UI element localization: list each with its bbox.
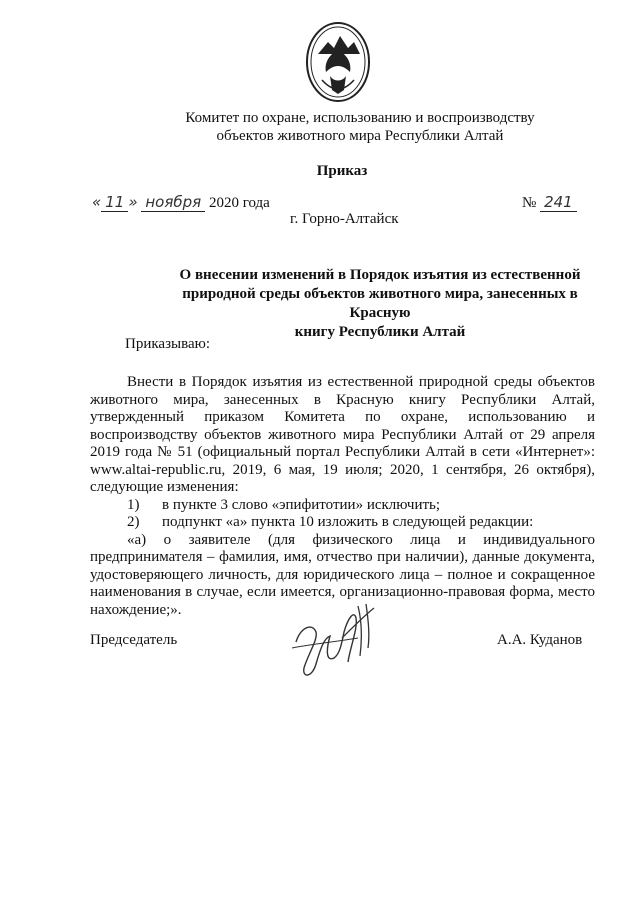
number-value: 241 — [540, 193, 577, 212]
date-month: ноября — [141, 193, 205, 212]
date-day: 11 — [101, 193, 128, 212]
city: г. Горно-Алтайск — [290, 211, 399, 227]
date-close-quote: » — [128, 193, 138, 211]
committee-line-1: Комитет по охране, использованию и воспроизводству — [185, 110, 535, 126]
signatory-title: Председатель — [90, 632, 178, 648]
date-year: 2020 года — [208, 195, 270, 211]
number-label: № — [522, 195, 537, 211]
committee-line-2: объектов животного мира Республики Алтай — [216, 128, 504, 144]
subject-line-3: книгу Республики Алтай — [294, 324, 466, 340]
list-item-number: 1) — [127, 496, 140, 513]
order-number — [522, 193, 577, 212]
order-body — [90, 374, 595, 619]
subject-line-2: природной среды объектов животного мира, занесенных в Красную — [182, 286, 578, 321]
list-item-number: 2) — [127, 514, 140, 530]
coat-of-arms-icon — [304, 20, 372, 104]
document-type: Приказ — [316, 163, 368, 179]
list-item-text: в пункте 3 слово «эпифитотии» исключить; — [162, 496, 441, 513]
committee-name — [150, 109, 570, 145]
signatory-name: А.А. Куданов — [497, 632, 583, 648]
list-item — [90, 497, 595, 515]
order-subject — [150, 266, 610, 342]
list-item — [90, 514, 595, 532]
quoted-text: «а) о заявителе (для физического лица и индивидуального предпринимателя – фамилия, имя, отчество при наличии), данные документа, удостоверяющего личность, для юридического лица – полное и сокращенное наименования в случае, если имеется, организационно-правовая форма, место нахождение;». — [90, 531, 595, 618]
handwritten-signature-icon — [282, 598, 392, 684]
date-open-quote: « — [92, 193, 102, 211]
order-word: Приказываю: — [125, 336, 210, 352]
subject-line-1: О внесении изменений в Порядок изъятия из естественной — [179, 267, 581, 283]
main-paragraph: Внести в Порядок изъятия из естественной природной среды объектов животного мира, занесенных в Красную книгу Республики Алтай, утвержденный приказом Комитета по охране, использованию и воспроизводству объектов животного мира Республики Алтай от 29 апреля 2019 года № 51 (официальный портал Республики Алтай в сети «Интернет»: www.altai-republic.ru, 2019, 6 мая, 19 июля; 2020, 1 сентября, 26 октября), следующие изменения: — [90, 374, 595, 495]
list-item-text: подпункт «а» пункта 10 изложить в следующей редакции: — [162, 514, 534, 530]
order-date — [92, 193, 270, 212]
